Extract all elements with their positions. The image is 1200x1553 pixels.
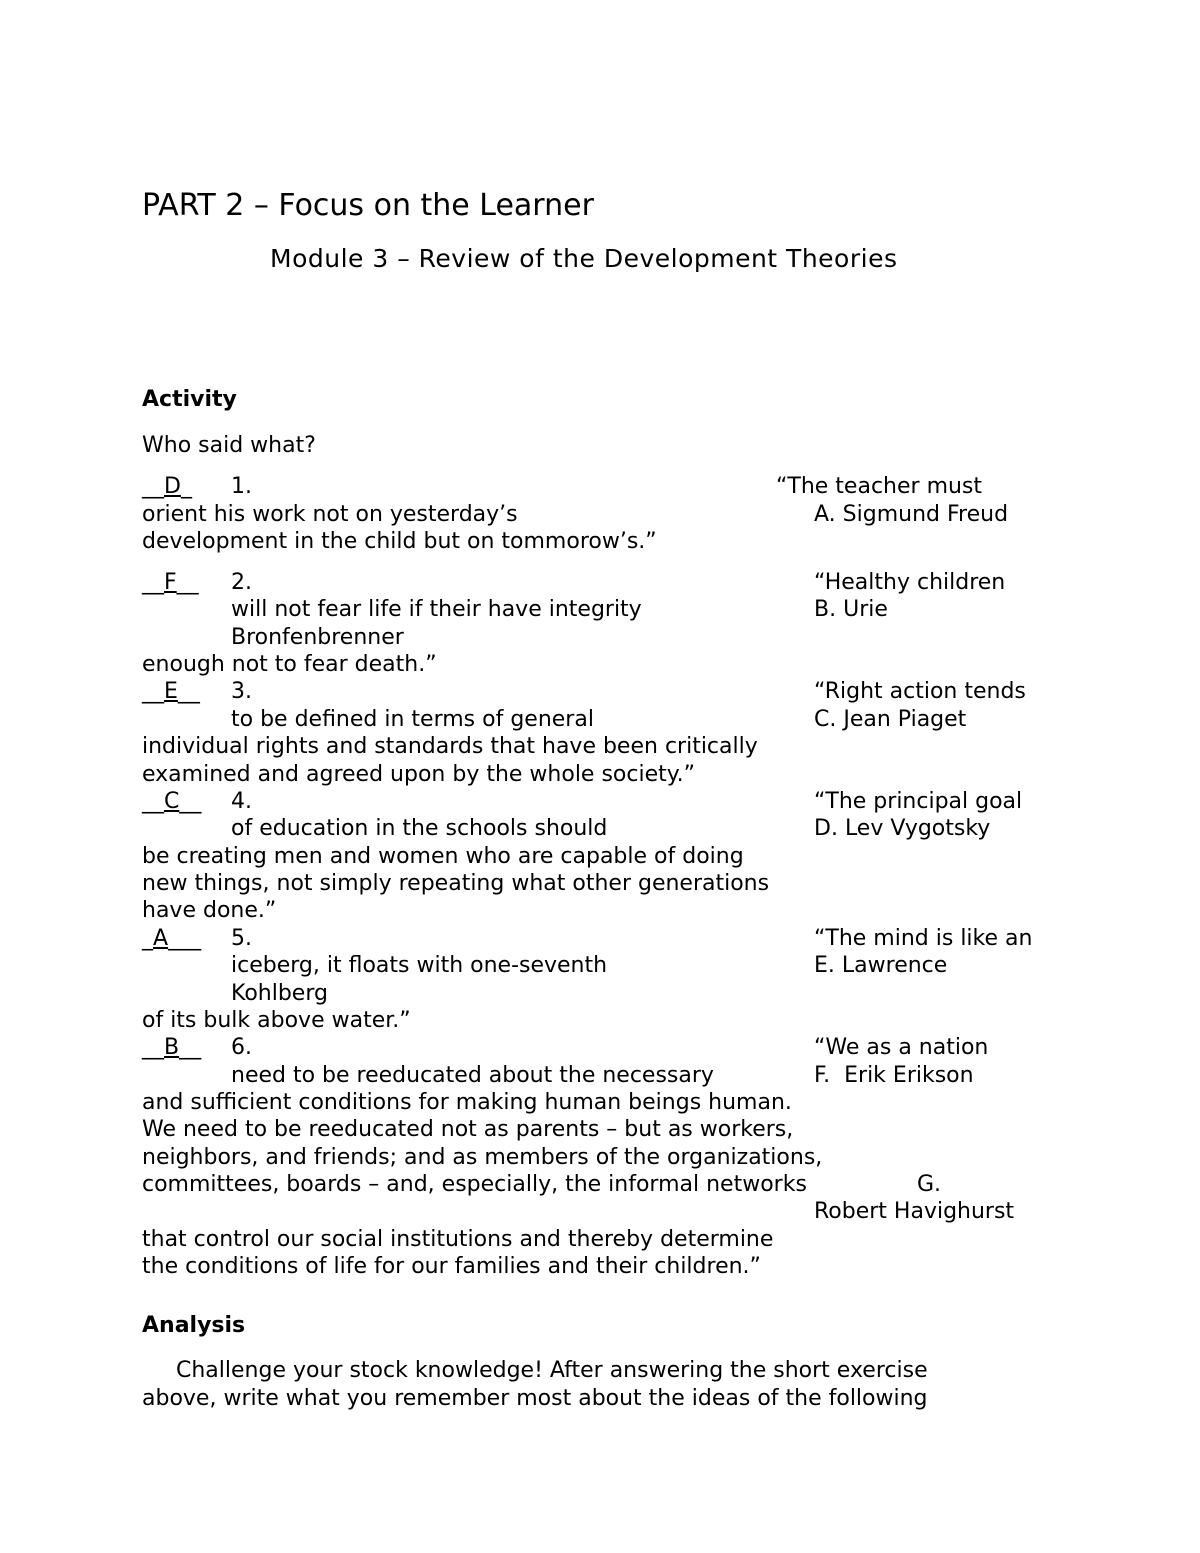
- quote-line: individual rights and standards that have been critically: [142, 734, 758, 759]
- quote-start: “The mind is like an: [814, 926, 1033, 951]
- quote-line: neighbors, and friends; and as members of the organizations,: [142, 1145, 823, 1170]
- analysis-heading: Analysis: [142, 1313, 246, 1338]
- answer-letter: E: [164, 679, 178, 704]
- answer-blank: _A___: [142, 926, 202, 951]
- quote-line: have done.”: [142, 898, 277, 923]
- quote-start: “The principal goal: [814, 789, 1023, 814]
- choice-d: D. Lev Vygotsky: [814, 816, 991, 841]
- analysis-paragraph-line: Challenge your stock knowledge! After answering the short exercise: [176, 1358, 928, 1383]
- quote-line: orient his work not on yesterday’s: [142, 502, 518, 527]
- item-number: 5.: [231, 926, 252, 951]
- item-number: 2.: [231, 570, 252, 595]
- answer-letter: C: [164, 789, 180, 814]
- quote-start: “Healthy children: [814, 570, 1006, 595]
- choice-f: F. Erik Erikson: [814, 1063, 974, 1088]
- answer-blank: __B__: [142, 1035, 202, 1060]
- choice-c: C. Jean Piaget: [814, 707, 967, 732]
- answer-blank: __D_: [142, 474, 192, 499]
- quote-line: need to be reeducated about the necessary: [231, 1063, 714, 1088]
- answer-letter: D: [164, 474, 181, 499]
- answer-letter: B: [164, 1035, 180, 1060]
- quote-line: of education in the schools should: [231, 816, 608, 841]
- quote-start: “We as a nation: [814, 1035, 989, 1060]
- quote-line: new things, not simply repeating what other generations: [142, 871, 770, 896]
- quote-line: examined and agreed upon by the whole society.”: [142, 762, 696, 787]
- choice-g: G.: [917, 1172, 942, 1197]
- activity-heading: Activity: [142, 387, 237, 412]
- answer-blank: __F__: [142, 570, 199, 595]
- answer-blank: __E__: [142, 679, 200, 704]
- quote-start: “The teacher must: [776, 474, 983, 499]
- choice-b: B. Urie: [814, 597, 888, 622]
- quote-line: that control our social institutions and thereby determine: [142, 1227, 774, 1252]
- choice-a: A. Sigmund Freud: [814, 502, 1009, 527]
- item-number: 1.: [231, 474, 252, 499]
- quote-line: of its bulk above water.”: [142, 1008, 411, 1033]
- quote-line: be creating men and women who are capable of doing: [142, 844, 744, 869]
- quote-line: to be defined in terms of general: [231, 707, 594, 732]
- choice-e-continued: Kohlberg: [231, 981, 328, 1006]
- choice-b-continued: Bronfenbrenner: [231, 625, 404, 650]
- item-number: 4.: [231, 789, 252, 814]
- part-title: PART 2 – Focus on the Learner: [142, 188, 594, 223]
- choice-g-continued: Robert Havighurst: [814, 1199, 1015, 1224]
- answer-letter: F: [164, 570, 177, 595]
- quote-line: will not fear life if their have integrity: [231, 597, 642, 622]
- analysis-paragraph-line: above, write what you remember most about the ideas of the following: [142, 1386, 928, 1411]
- quote-line: the conditions of life for our families and their children.”: [142, 1254, 761, 1279]
- quote-line: We need to be reeducated not as parents – but as workers,: [142, 1117, 794, 1142]
- item-number: 3.: [231, 679, 252, 704]
- quote-line: development in the child but on tommorow’s.”: [142, 529, 657, 554]
- quote-line: and sufficient conditions for making human beings human.: [142, 1090, 792, 1115]
- module-title: Module 3 – Review of the Development Theories: [270, 244, 898, 273]
- item-number: 6.: [231, 1035, 252, 1060]
- answer-blank: __C__: [142, 789, 202, 814]
- choice-e: E. Lawrence: [814, 953, 948, 978]
- quote-line: iceberg, it floats with one-seventh: [231, 953, 608, 978]
- quote-line: enough not to fear death.”: [142, 652, 437, 677]
- quote-line: committees, boards – and, especially, the informal networks: [142, 1172, 807, 1197]
- activity-prompt: Who said what?: [142, 433, 316, 458]
- quote-start: “Right action tends: [814, 679, 1026, 704]
- answer-letter: A: [153, 926, 169, 951]
